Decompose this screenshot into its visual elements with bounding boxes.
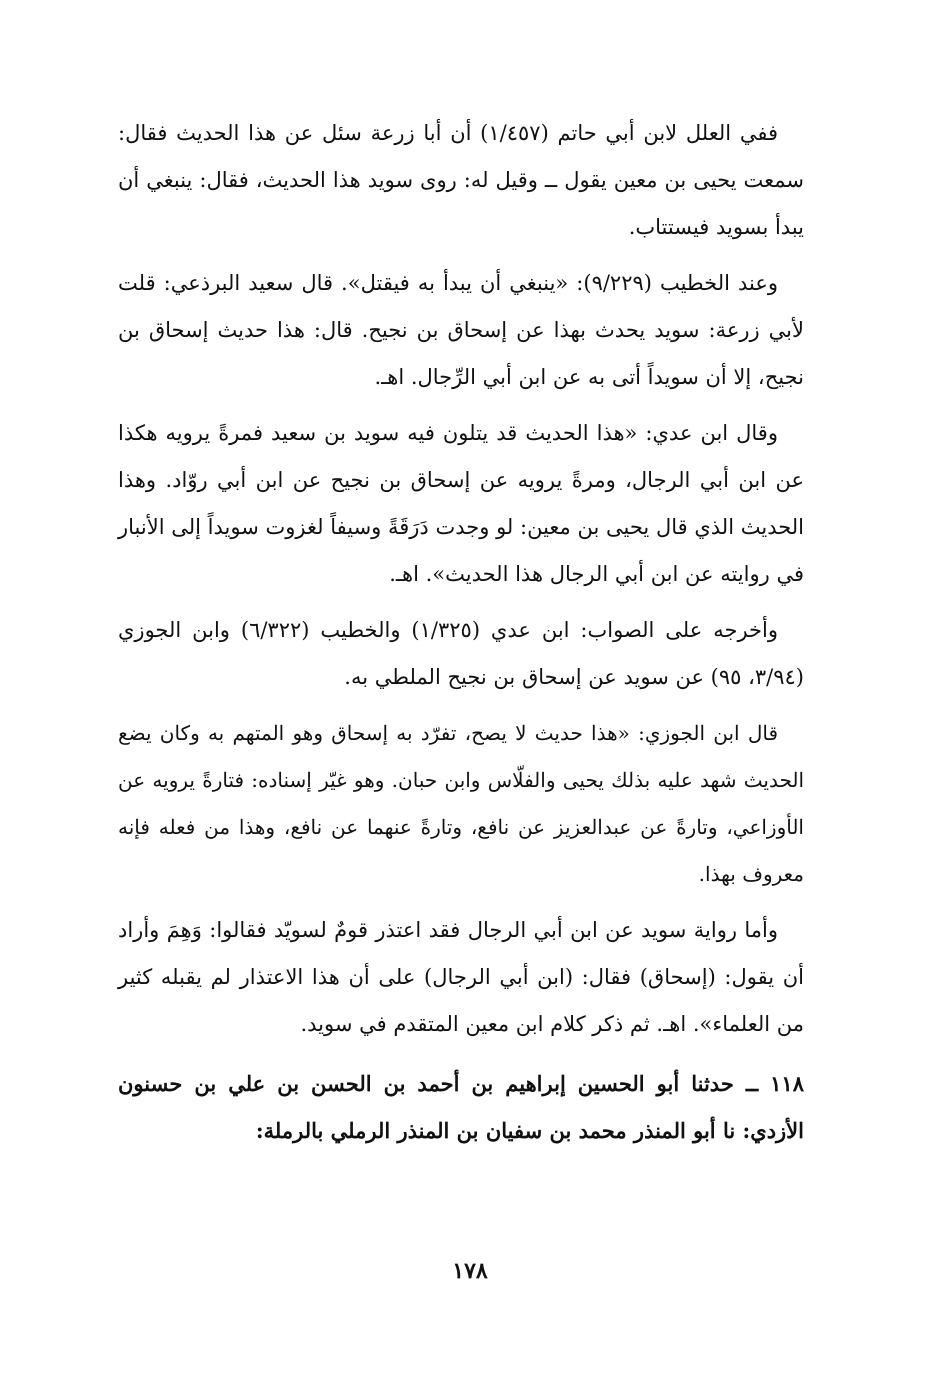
paragraph-correct-narration: وأخرجه على الصواب: ابن عدي (١/٣٢٥) والخطيب (٦/٣٢٢) وابن الجوزي (٣/٩٤، ٩٥) عن سويد عن إسحاق بن نجيح الملطي به. [118, 618, 804, 689]
page-body [118, 110, 804, 1163]
paragraph-ibn-adi: وقال ابن عدي: «هذا الحديث قد يتلون فيه سويد بن سعيد فمرةً يرويه هكذا عن ابن أبي الرجال، ومرةً يرويه عن إسحاق بن نجيح عن ابن أبي روّاد. وهذا الحديث الذي قال يحيى بن معين: لو وجدت دَرَقَةً وسيفاً لغزوت سويداً إلى الأنبار في روايته عن ابن أبي الرجال هذا الحديث». اهـ. [118, 421, 804, 586]
page-number: ١٧٨ [452, 1258, 488, 1284]
paragraph-khatib: وعند الخطيب (٩/٢٢٩): «ينبغي أن يبدأ به فيقتل». قال سعيد البرذعي: قلت لأبي زرعة: سويد يحدث بهذا عن إسحاق بن نجيح. قال: هذا حديث إسحاق بن نجيح، إلا أن سويداً أتى به عن ابن أبي الرِّجال. اهـ. [118, 271, 804, 389]
paragraph-suwaid-narration: وأما رواية سويد عن ابن أبي الرجال فقد اعتذر قومٌ لسويّد فقالوا: وَهِمَ وأراد أن يقول: (إسحاق) فقال: (ابن أبي الرجال) على أن هذا الاعتذار لم يقبله كثير من العلماء». اهـ. ثم ذكر كلام ابن معين المتقدم في سويد. [118, 918, 804, 1036]
hadith-118-chain: ١١٨ ــ حدثنا أبو الحسين إبراهيم بن أحمد بن الحسن بن علي بن حسنون الأزدي: نا أبو المنذر محمد بن سفيان بن المنذر الرملي بالرملة: [118, 1071, 804, 1143]
paragraph-ibn-jawzi: قال ابن الجوزي: «هذا حديث لا يصح، تفرّد به إسحاق وهو المتهم به وكان يضع الحديث شهد عليه بذلك يحيى والفلّاس وابن حبان. وهو غيّر إسناده: فتارةً يرويه عن الأوزاعي، وتارةً عن عبدالعزيز عن نافع، وتارةً عنهما عن نافع، وهذا من فعله فإنه معروف بهذا. [118, 721, 804, 886]
paragraph-ilal: ففي العلل لابن أبي حاتم (١/٤٥٧) أن أبا زرعة سئل عن هذا الحديث فقال: سمعت يحيى بن معين يقول ــ وقيل له: روى سويد هذا الحديث، فقال: ينبغي أن يبدأ بسويد فيستتاب. [118, 121, 804, 239]
